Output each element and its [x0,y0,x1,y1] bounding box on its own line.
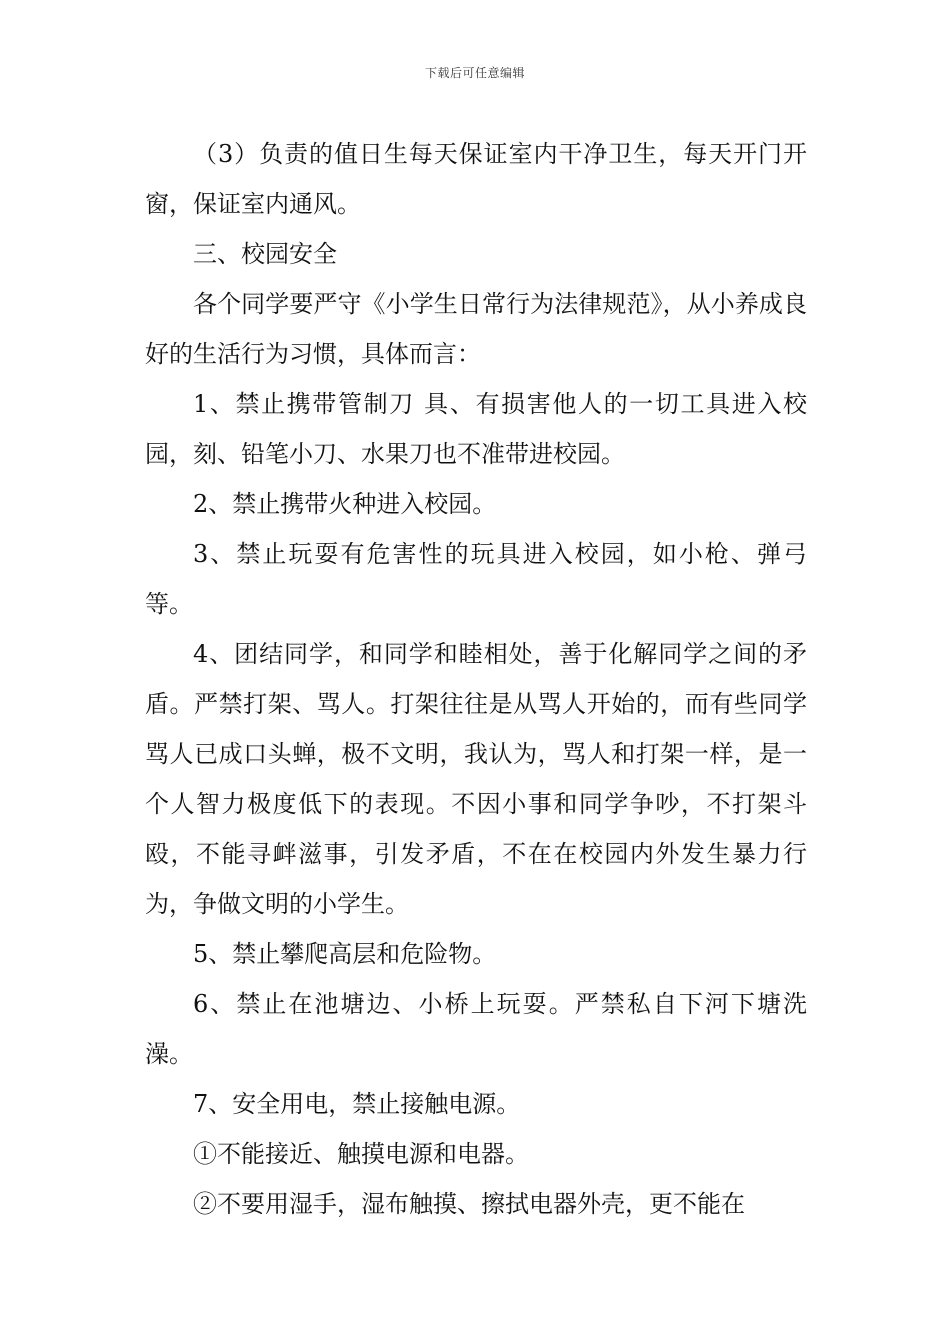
rule-item-6: 6、禁止在池塘边、小桥上玩耍。严禁私自下河下塘洗澡。 [145,990,807,1068]
rule-item-7: 7、安全用电，禁止接触电源。 [193,1090,521,1118]
section-heading-campus-safety: 三、校园安全 [193,240,337,268]
paragraph-intro: 各个同学要严守《小学生日常行为法律规范》，从小养成良好的生活行为习惯，具体而言： [145,290,807,368]
rule-item-5: 5、禁止攀爬高层和危险物。 [193,940,497,968]
page-header: 下载后可任意编辑 [424,66,525,80]
rule-item-2: 2、禁止携带火种进入校园。 [193,490,497,518]
paragraph-duty-cleaning: （3）负责的值日生每天保证室内干净卫生，每天开门开窗，保证室内通风。 [145,140,807,218]
document-body [145,129,807,1229]
sub-item-2: ②不要用湿手，湿布触摸、擦拭电器外壳，更不能在 [193,1190,745,1218]
rule-item-3: 3、禁止玩耍有危害性的玩具进入校园，如小枪、弹弓等。 [145,540,807,618]
sub-item-1: ①不能接近、触摸电源和电器。 [193,1140,529,1168]
rule-item-4: 4、团结同学，和同学和睦相处，善于化解同学之间的矛盾。严禁打架、骂人。打架往往是从骂人开始的，而有些同学骂人已成口头蝉，极不文明，我认为，骂人和打架一样，是一个人智力极度低下的表现。不因小事和同学争吵，不打架斗殴，不能寻衅滋事，引发矛盾，不在在校园内外发生暴力行为，争做文明的小学生。 [145,640,807,918]
rule-item-1: 1、禁止携带管制刀 具、有损害他人的一切工具进入校园，刻、铅笔小刀、水果刀也不准带进校园。 [145,390,807,468]
